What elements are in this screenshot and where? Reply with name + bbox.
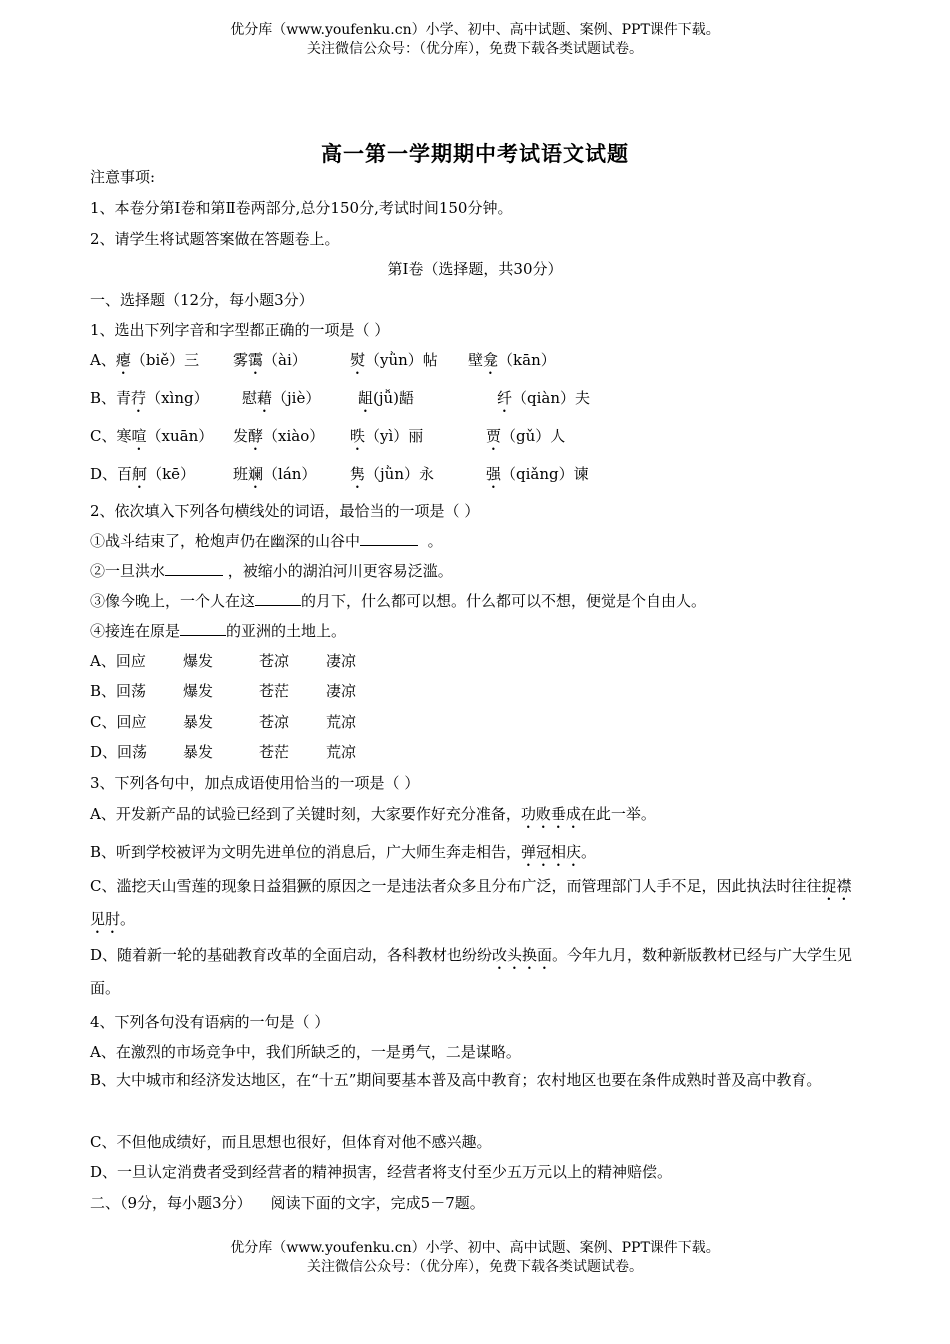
footer-line-2: 关注微信公众号：（优分库），免费下载各类试题试卷。 xyxy=(307,1259,643,1275)
q3-option-c: C、滥挖天山雪莲的现象日益猖獗的原因之一是违法者众多且分布广泛，而管理部门人手不足，因此执法时往往捉襟见肘。 xyxy=(90,877,852,928)
q2-sentence-4: ④接连在原是 的亚洲的土地上。 xyxy=(90,622,347,640)
q1-a-item-3: 熨（yǜn）帖 xyxy=(350,351,438,369)
q3-stem: 3、下列各句中，加点成语使用恰当的一项是（ ） xyxy=(90,774,420,792)
q2-option-a-word-3: 苍凉 xyxy=(259,652,290,670)
q2-option-a-word-2: 爆发 xyxy=(183,652,214,670)
header-line-2: 关注微信公众号：（优分库），免费下载各类试题试卷。 xyxy=(307,41,643,57)
q2-option-a-word-4: 凄凉 xyxy=(326,652,357,670)
q2-blank-4 xyxy=(180,621,226,636)
q1-a-item-2: 雾霭（ài） xyxy=(233,351,307,369)
q4-option-c: C、不但他成绩好，而且思想也很好，但体育对他不感兴趣。 xyxy=(90,1133,492,1151)
header-line-1: 优分库（www.youfenku.cn）小学、初中、高中试题、案例、PPT课件下载。 xyxy=(230,22,720,38)
q1-c-item-2: 发酵（xiào） xyxy=(233,427,325,445)
q1-option-c: C、寒喧（xuān） xyxy=(90,427,214,445)
q2-option-d-word-4: 荒凉 xyxy=(326,743,357,761)
q3-option-d: D、随着新一轮的基础教育改革的全面启动，各科教材也纷纷改头换面。今年九月，数种新版教材已经与广大学生见面。 xyxy=(90,946,853,997)
q2-sentence-2: ②一旦洪水 ，被缩小的湖泊河川更容易泛滥。 xyxy=(90,562,453,580)
q3-d-idiom: 改头换面 xyxy=(492,946,553,964)
q2-blank-3 xyxy=(255,591,301,606)
q2-blank-2 xyxy=(165,561,223,576)
q4-stem: 4、下列各句没有语病的一句是（ ） xyxy=(90,1013,330,1031)
q4-option-d: D、一旦认定消费者受到经营者的精神损害，经营者将支付至少五万元以上的精神赔偿。 xyxy=(90,1163,673,1181)
part1-title: 第Ⅰ卷（选择题，共30分） xyxy=(387,260,563,278)
notes-heading: 注意事项: xyxy=(90,168,156,186)
note-2: 2、请学生将试题答案做在答题卷上。 xyxy=(90,230,340,248)
q1-b-item-2: 慰藉（jiè） xyxy=(242,389,321,407)
q4-option-a: A、在激烈的市场竞争中，我们所缺乏的，一是勇气，二是谋略。 xyxy=(90,1043,521,1061)
q2-option-c: C、回应 xyxy=(90,713,147,731)
page-title: 高一第一学期期中考试语文试题 xyxy=(321,141,629,166)
q2-option-b-word-2: 爆发 xyxy=(183,682,214,700)
q1-d-item-3: 隽（jǜn）永 xyxy=(350,465,434,483)
q1-c-item-4: 贾（gǔ）人 xyxy=(486,427,566,445)
q3-b-idiom: 弹冠相庆 xyxy=(521,843,582,861)
q2-option-d: D、回荡 xyxy=(90,743,148,761)
q2-option-c-word-3: 苍凉 xyxy=(259,713,290,731)
q2-option-b-word-4: 凄凉 xyxy=(326,682,357,700)
q1-option-d: D、百舸（kē） xyxy=(90,465,196,483)
q2-stem: 2、依次填入下列各句横线处的词语，最恰当的一项是（ ） xyxy=(90,502,480,520)
q4-option-b: B、大中城市和经济发达地区，在“十五”期间要基本普及高中教育；农村地区也要在条件成熟时普及高中教育。 xyxy=(90,1071,822,1089)
q1-b-item-3: 龃(jǚ)龉 xyxy=(358,389,415,407)
q3-a-idiom: 功败垂成 xyxy=(520,805,581,823)
q3-c-idiom: 捉襟见肘 xyxy=(90,877,852,928)
q1-b-item-4: 纤（qiàn）夫 xyxy=(497,389,591,407)
q3-option-a: A、开发新产品的试验已经到了关键时刻，大家要作好充分准备，功败垂成在此一举。 xyxy=(90,805,656,823)
q2-sentence-3: ③像今晚上，一个人在这 的月下，什么都可以想。什么都可以不想，便觉是个自由人。 xyxy=(90,592,707,610)
section1-heading: 一、选择题（12分，每小题3分） xyxy=(90,291,314,309)
q2-option-d-word-3: 苍茫 xyxy=(259,743,290,761)
q2-option-b: B、回荡 xyxy=(90,682,147,700)
q1-d-item-2: 班斓（lán） xyxy=(233,465,317,483)
q1-option-a: A、瘪（biě）三 xyxy=(90,351,200,369)
q1-a-item-4: 壁龛（kān） xyxy=(468,351,556,369)
section2-heading: 二、（9分，每小题3分） 阅读下面的文字，完成5－7题。 xyxy=(90,1194,485,1212)
q2-option-d-word-2: 暴发 xyxy=(183,743,214,761)
q1-d-item-4: 强（qiǎng）谏 xyxy=(486,465,589,483)
q3-option-b: B、听到学校被评为文明先进单位的消息后，广大师生奔走相告，弹冠相庆。 xyxy=(90,843,597,861)
q2-option-b-word-3: 苍茫 xyxy=(259,682,290,700)
note-1: 1、本卷分第Ⅰ卷和第Ⅱ卷两部分,总分150分,考试时间150分钟。 xyxy=(90,199,513,217)
q2-option-a: A、回应 xyxy=(90,652,146,670)
q2-blank-1 xyxy=(360,531,418,546)
q2-sentence-1: ①战斗结束了，枪炮声仍在幽深的山谷中 。 xyxy=(90,532,443,550)
q1-c-item-3: 昳（yì）丽 xyxy=(350,427,424,445)
q2-option-c-word-2: 暴发 xyxy=(183,713,214,731)
q1-option-b: B、青荇（xìng） xyxy=(90,389,209,407)
q2-option-c-word-4: 荒凉 xyxy=(326,713,357,731)
footer-line-1: 优分库（www.youfenku.cn）小学、初中、高中试题、案例、PPT课件下载。 xyxy=(230,1240,720,1256)
q1-stem: 1、选出下列字音和字型都正确的一项是（ ） xyxy=(90,321,390,339)
